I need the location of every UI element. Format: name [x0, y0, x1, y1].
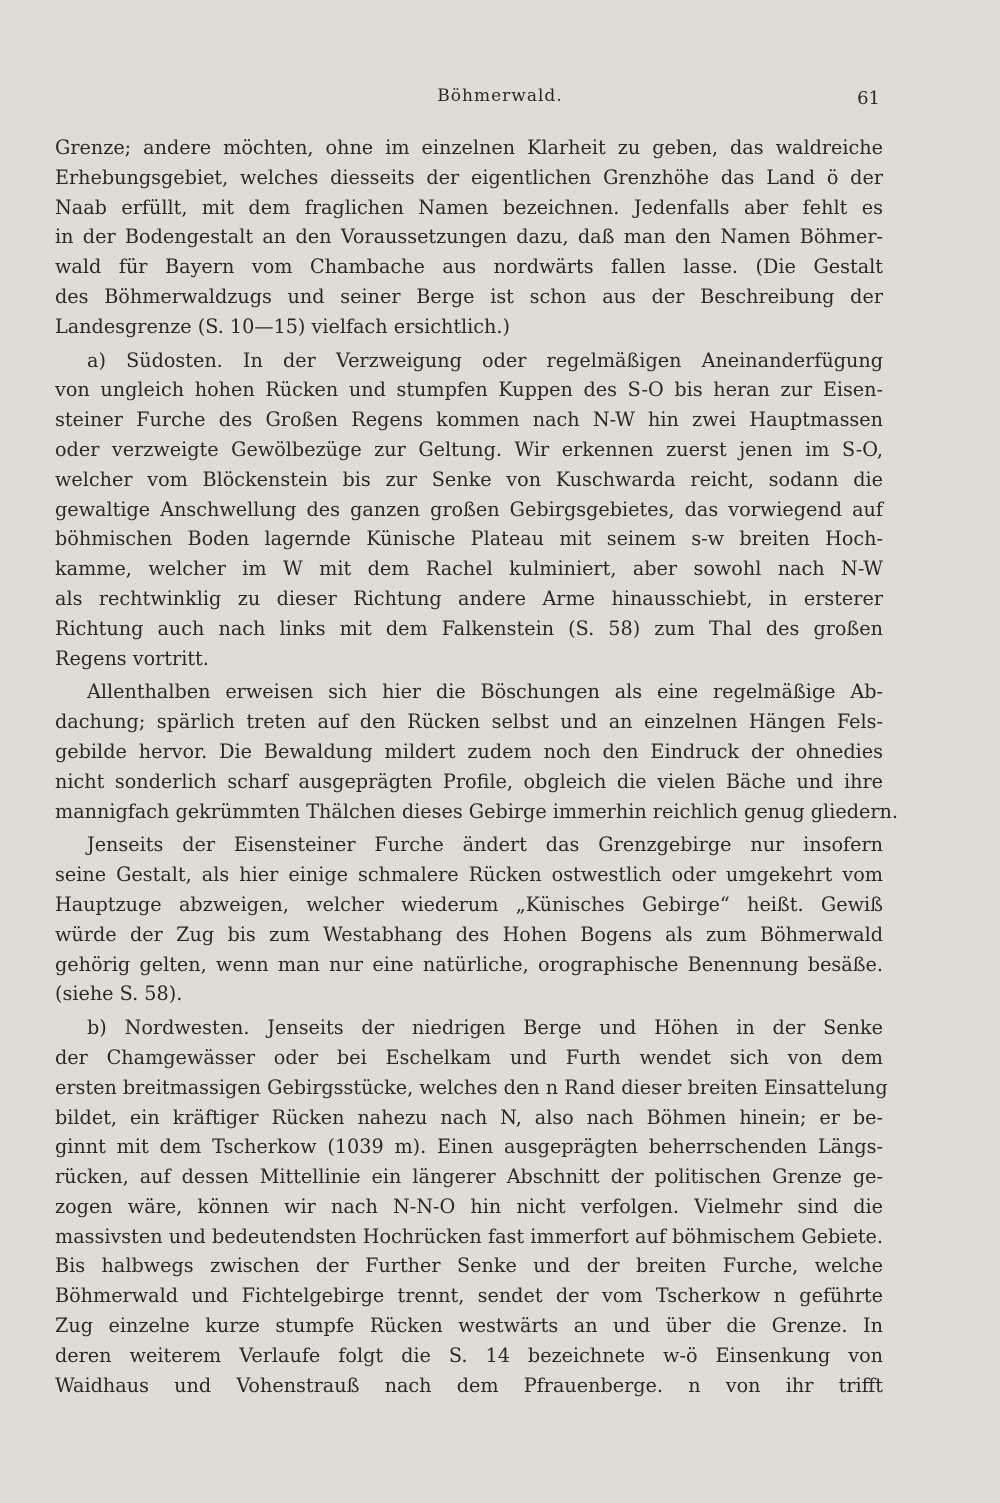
- text-line: deren weiterem Verlaufe folgt die S. 14 bezeichnete w-ö Einsenkung von: [55, 1343, 883, 1367]
- text-line: kamme, welcher im W mit dem Rachel kulminiert, aber sowohl nach N-W: [55, 557, 883, 581]
- text-line: dachung; spärlich treten auf den Rücken selbst und an einzelnen Hängen Fels-: [55, 710, 883, 734]
- text-line: nicht sonderlich scharf ausgeprägten Profile, obgleich die vielen Bäche und ihre: [55, 769, 883, 793]
- text-line: Bis halbwegs zwischen der Further Senke und der breiten Furche, welche: [55, 1254, 883, 1278]
- text-line: Richtung auch nach links mit dem Falkenstein (S. 58) zum Thal des großen: [55, 616, 883, 640]
- paragraph: [55, 1013, 888, 1400]
- text-line: a) Südosten. In der Verzweigung oder regelmäßigen Aneinanderfügung: [87, 348, 883, 372]
- running-head: Böhmerwald.: [437, 86, 563, 106]
- text-line: der Chamgewässer oder bei Eschelkam und Furth wendet sich von dem: [55, 1045, 883, 1069]
- text-line: als rechtwinklig zu dieser Richtung andere Arme hinausschiebt, in ersterer: [55, 586, 883, 610]
- text-line: Hauptzuge abzweigen, welcher wiederum „Künisches Gebirge“ heißt. Gewiß: [55, 892, 883, 916]
- text-line: Allenthalben erweisen sich hier die Böschungen als eine regelmäßige Ab-: [87, 680, 883, 704]
- text-line: würde der Zug bis zum Westabhang des Hohen Bogens als zum Böhmerwald: [55, 922, 883, 946]
- text-line: (siehe S. 58).: [55, 982, 183, 1006]
- text-line: Erhebungsgebiet, welches diesseits der eigentlichen Grenzhöhe das Land ö der: [55, 165, 883, 189]
- text-line: welcher vom Blöckenstein bis zur Senke von Kuschwarda reicht, sodann die: [55, 467, 883, 491]
- text-line: oder verzweigte Gewölbezüge zur Geltung. Wir erkennen zuerst jenen im S-O,: [55, 437, 883, 461]
- text-line: böhmischen Boden lagernde Künische Plateau mit seinem s-w breiten Hoch-: [55, 527, 883, 551]
- text-line: gehörig gelten, wenn man nur eine natürliche, orographische Benennung besäße.: [55, 952, 883, 976]
- text-line: rücken, auf dessen Mittellinie ein längerer Abschnitt der politischen Grenze ge-: [55, 1165, 883, 1189]
- text-line: massivsten und bedeutendsten Hochrücken fast immerfort auf böhmischem Gebiete.: [55, 1224, 883, 1248]
- text-line: mannigfach gekrümmten Thälchen dieses Gebirge immerhin reichlich genug gliedern.: [55, 799, 898, 823]
- text-line: Regens vortritt.: [55, 646, 209, 670]
- text-line: bildet, ein kräftiger Rücken nahezu nach N, also nach Böhmen hinein; er be-: [55, 1105, 883, 1129]
- text-line: wald für Bayern vom Chambache aus nordwärts fallen lasse. (Die Gestalt: [55, 255, 883, 279]
- body-text: [55, 133, 898, 1400]
- text-line: des Böhmerwaldzugs und seiner Berge ist schon aus der Beschreibung der: [55, 284, 883, 308]
- text-line: Naab erfüllt, mit dem fraglichen Namen bezeichnen. Jedenfalls aber fehlt es: [55, 195, 883, 219]
- text-line: ginnt mit dem Tscherkow (1039 m). Einen ausgeprägten beherrschenden Längs-: [55, 1135, 883, 1159]
- page-number: 61: [857, 88, 880, 109]
- text-line: Böhmerwald und Fichtelgebirge trennt, sendet der vom Tscherkow n geführte: [55, 1284, 883, 1308]
- text-line: in der Bodengestalt an den Voraussetzungen dazu, daß man den Namen Böhmer-: [55, 225, 883, 249]
- text-line: b) Nordwesten. Jenseits der niedrigen Berge und Höhen in der Senke: [87, 1016, 883, 1040]
- text-line: zogen wäre, können wir nach N-N-O hin nicht verfolgen. Vielmehr sind die: [55, 1194, 883, 1218]
- text-line: Waidhaus und Vohenstrauß nach dem Pfrauenberge. n von ihr trifft: [55, 1373, 883, 1397]
- text-line: von ungleich hohen Rücken und stumpfen Kuppen des S-O bis heran zur Eisen-: [55, 378, 883, 402]
- text-line: Zug einzelne kurze stumpfe Rücken westwärts an und über die Grenze. In: [55, 1314, 883, 1338]
- text-line: gewaltige Anschwellung des ganzen großen Gebirgsgebietes, das vorwiegend auf: [55, 497, 883, 521]
- text-line: gebilde hervor. Die Bewaldung mildert zudem noch den Eindruck der ohnedies: [55, 739, 883, 763]
- text-line: ersten breitmassigen Gebirgsstücke, welches den n Rand dieser breiten Einsattelung: [55, 1075, 888, 1099]
- paragraph: [55, 830, 883, 1009]
- text-line: Jenseits der Eisensteiner Furche ändert das Grenzgebirge nur insofern: [87, 833, 883, 857]
- paragraph: [55, 677, 898, 826]
- paragraph: [55, 133, 883, 342]
- text-line: steiner Furche des Großen Regens kommen nach N-W hin zwei Hauptmassen: [55, 408, 883, 432]
- text-line: Landesgrenze (S. 10—15) vielfach ersichtlich.): [55, 314, 510, 338]
- text-line: Grenze; andere möchten, ohne im einzelnen Klarheit zu geben, das waldreiche: [55, 136, 883, 159]
- text-line: seine Gestalt, als hier einige schmalere Rücken ostwestlich oder umgekehrt vom: [55, 863, 883, 887]
- paragraph: [55, 346, 883, 674]
